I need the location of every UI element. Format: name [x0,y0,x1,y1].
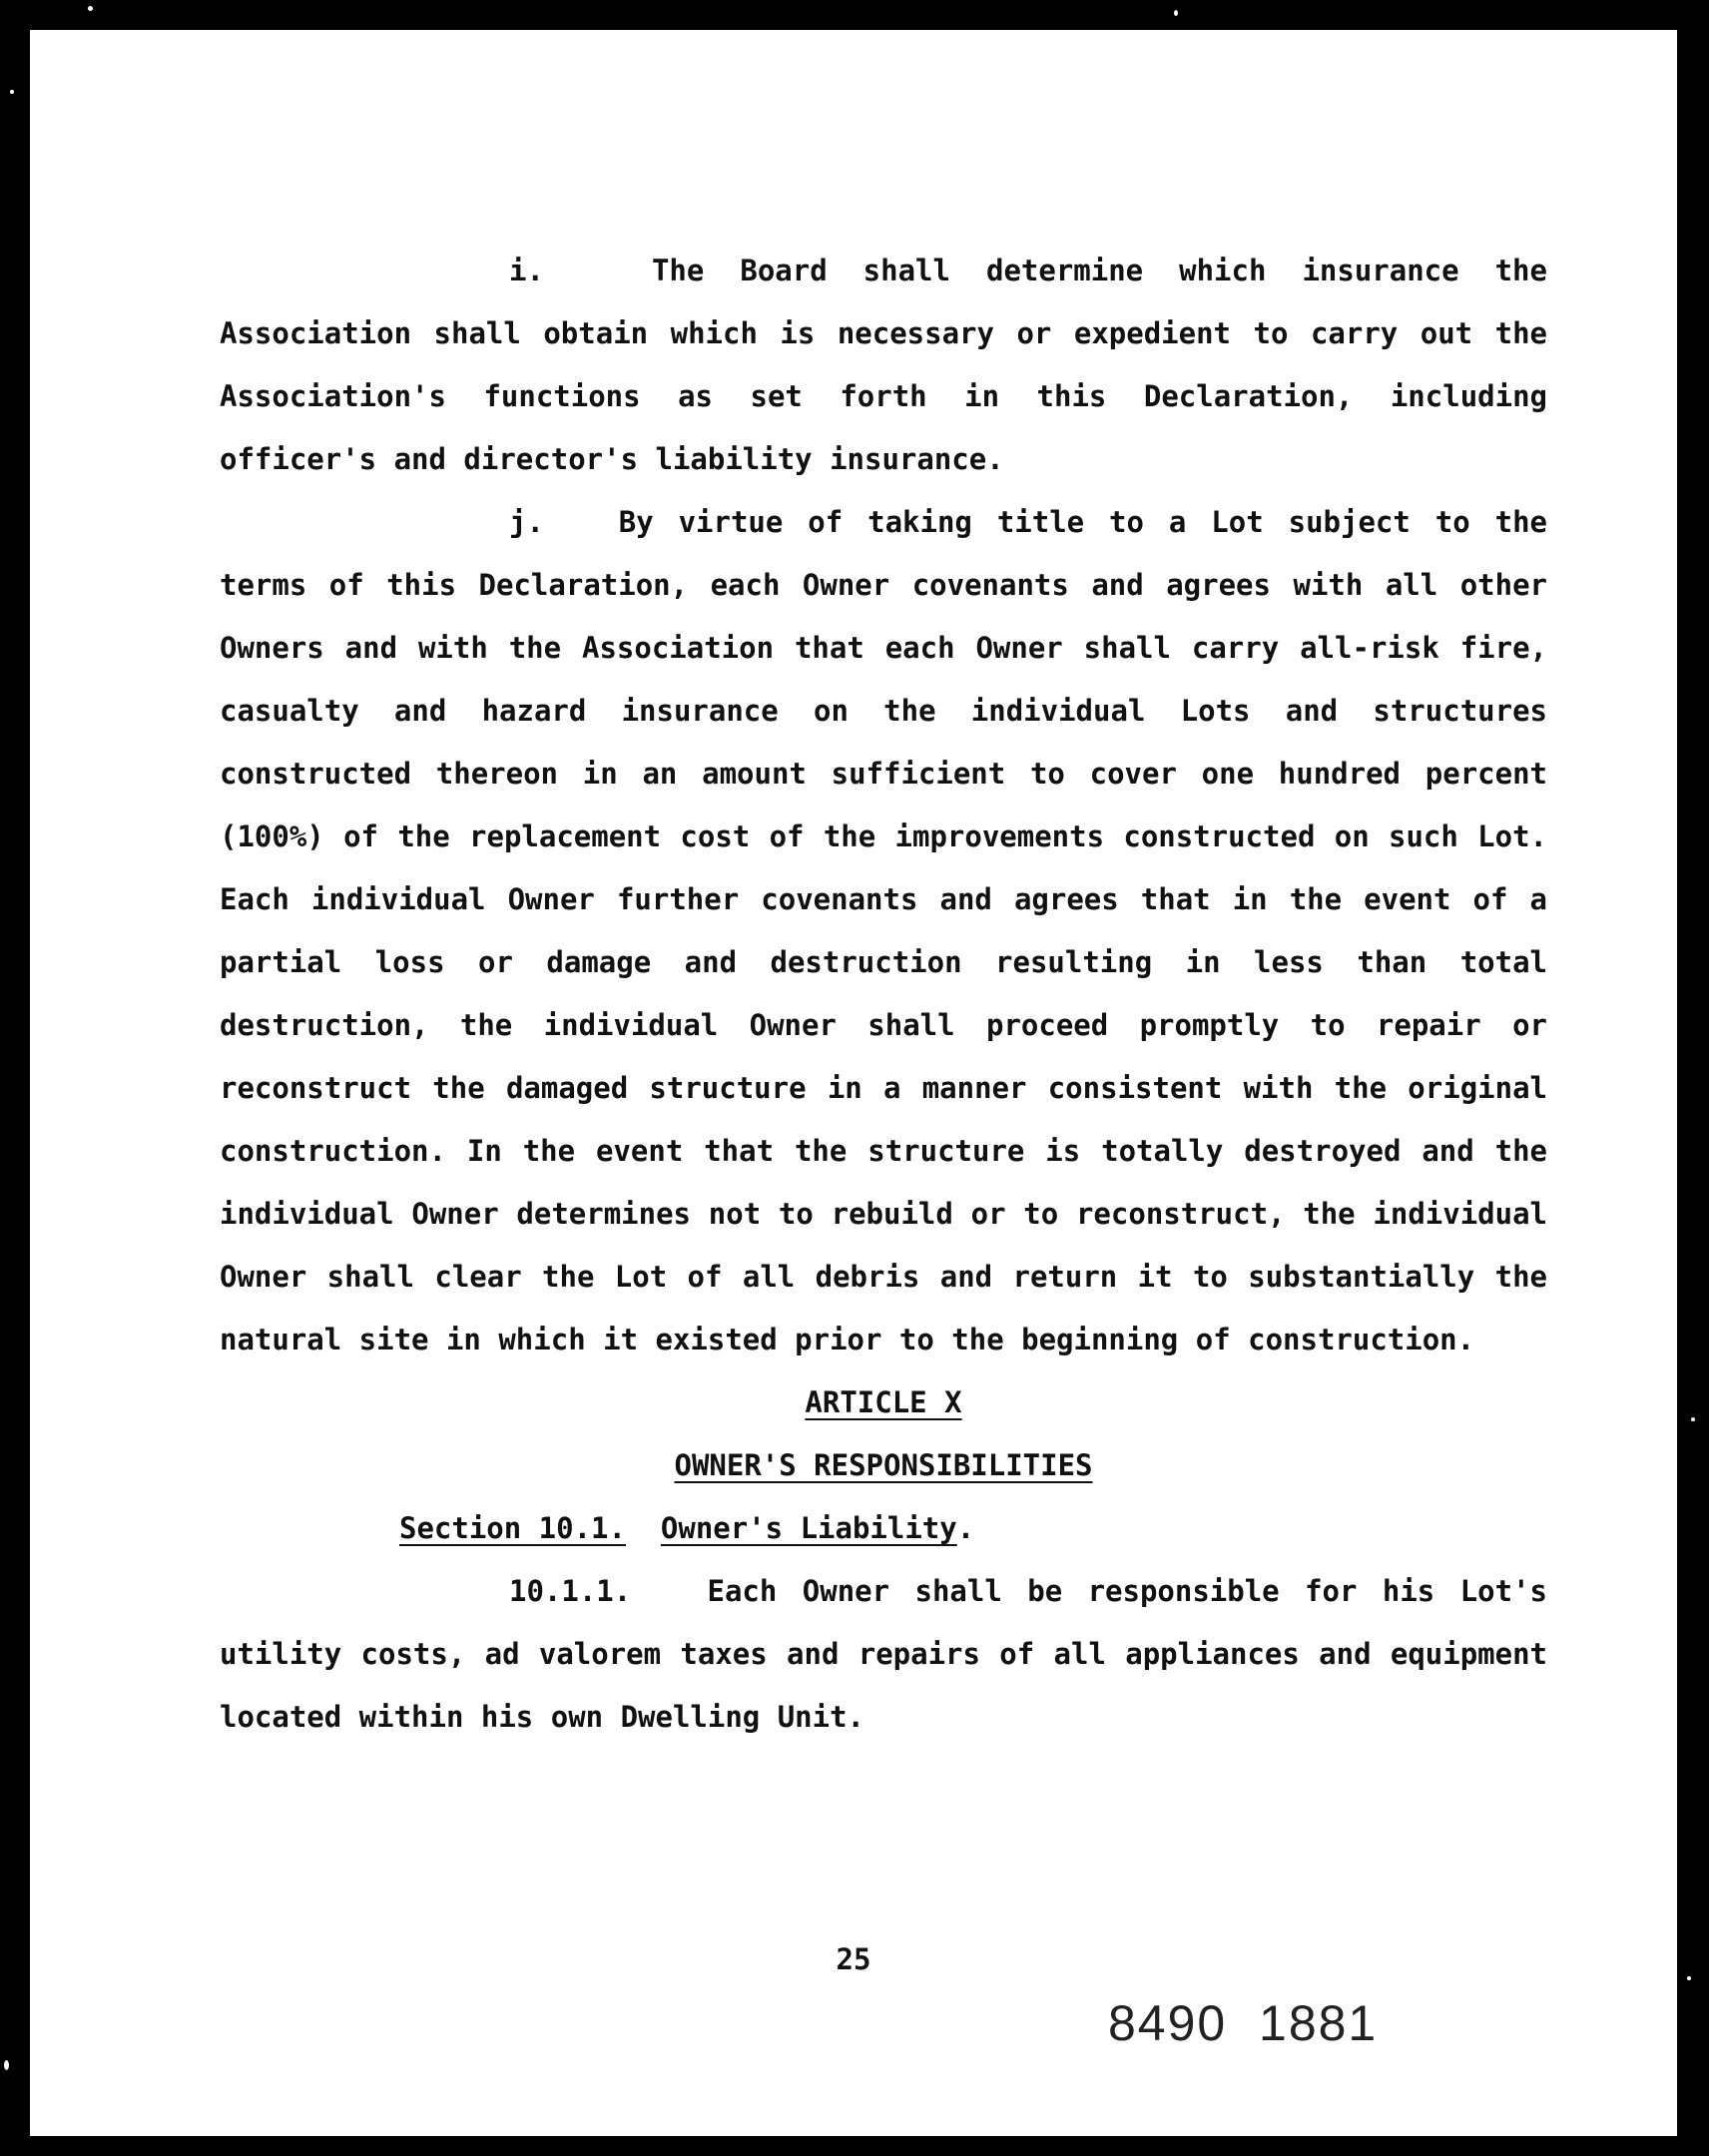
article-title-line [220,1434,1547,1497]
subsection-marker: 10.1.1. [509,1574,632,1608]
paragraph-j-marker: j. [509,505,544,539]
document-page [30,30,1677,2136]
subsection-10-1-1 [220,1560,1547,1749]
scan-speck [10,90,14,94]
document-stamp: 8490 1881 [1108,1995,1379,2051]
scan-speck [1687,1976,1691,1980]
article-title: OWNER'S RESPONSIBILITIES [674,1448,1093,1482]
scan-speck [4,2060,9,2070]
section-number: Section 10.1. [399,1511,626,1545]
scan-speck [88,6,93,11]
paragraph-j [220,491,1547,1371]
section-title-end: . [956,1511,975,1545]
scan-speck [1691,1417,1695,1421]
paragraph-i-text: The Board shall determine which insurance the Association shall obtain which is necessary or expedient to carry out the Association's functions as set forth in this Declaration, including officer's and director's liability insurance. [220,254,1547,476]
paragraph-i-marker: i. [509,254,544,287]
article-number: ARTICLE X [805,1385,962,1419]
document-body [220,240,1547,1749]
section-heading [220,1497,1547,1560]
subsection-text: Each Owner shall be responsible for his Lot's utility costs, ad valorem taxes and repairs of all appliances and equipment located within his own Dwelling Unit. [220,1574,1547,1734]
paragraph-i [220,240,1547,491]
article-number-line [220,1371,1547,1434]
scan-speck [1174,10,1178,16]
section-title: Owner's Liability [660,1511,957,1545]
paragraph-j-text: By virtue of taking title to a Lot subject to the terms of this Declaration, each Owner covenants and agrees with all other Owners and with the Association that each Owner shall carry all-risk fire, casualty and hazard insurance on the individual Lots and structures constructed thereon in an amount sufficient to cover one hundred percent (100%) of the replacement cost of the improvements constructed on such Lot. Each individual Owner further covenants and agrees that in the event of a partial loss or damage and destruction resulting in less than total destruction, the individual Owner shall proceed promptly to repair or reconstruct the damaged structure in a manner consistent with the original construction. In the event that the structure is totally destroyed and the individual Owner determines not to rebuild or to reconstruct, the individual Owner shall clear the Lot of all debris and return it to substantially the natural site in which it existed prior to the beginning of construction. [220,505,1547,1356]
page-number: 25 [836,1942,871,1976]
